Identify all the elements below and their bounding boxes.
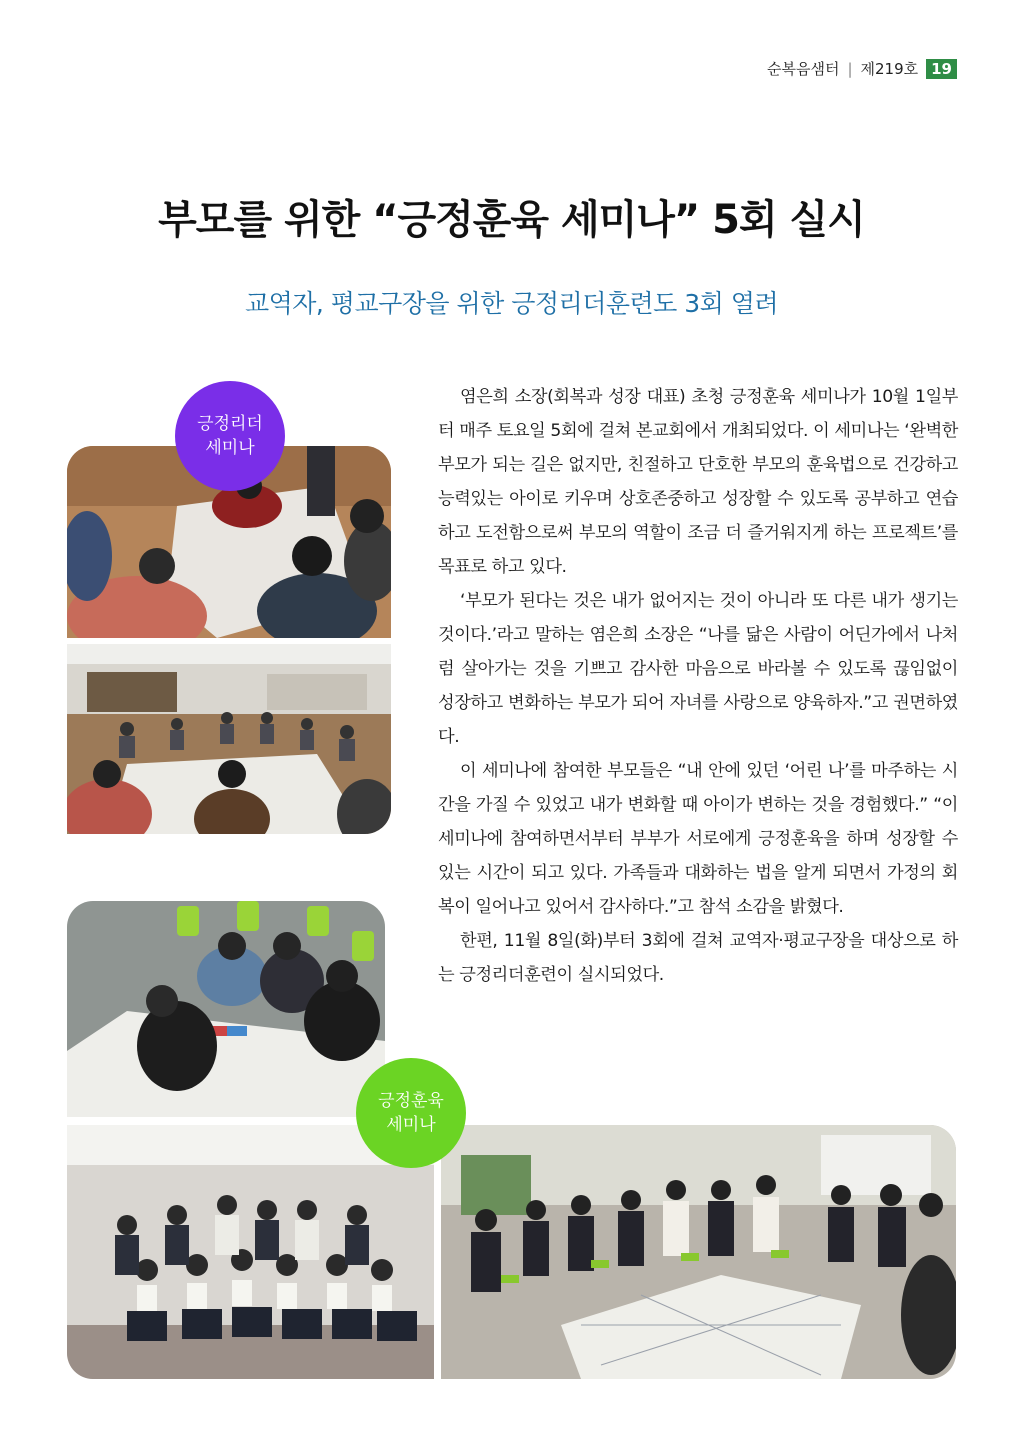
paragraph-4: 한편, 11월 8일(화)부터 3회에 걸쳐 교역자·평교구장을 대상으로 하는 긍정리더훈련이 실시되었다. — [438, 931, 958, 985]
article-body — [438, 380, 958, 992]
issue-number: 제219호 — [860, 60, 919, 78]
article-subtitle: 교역자, 평교구장을 위한 긍정리더훈련도 3회 열려 — [244, 289, 779, 318]
page-number: 19 — [926, 59, 957, 79]
badge-discipline-line1: 긍정훈육 — [378, 1091, 444, 1111]
photo-circle-activity — [441, 1125, 956, 1379]
paragraph-2: ‘부모가 된다는 것은 내가 없어지는 것이 아니라 또 다른 내가 생기는 것이다.’라고 말하는 염은희 소장은 “나를 닮은 사람이 어딘가에서 나처럼 살아가는 것을 기쁘고 감사한 마음으로 바라볼 수 있도록 끊임없이 성장하고 변화하는 부모가 되어 자녀를 사랑으로 양육하자.”고 권면하였다. — [438, 591, 958, 747]
paragraph-1: 염은희 소장(회복과 성장 대표) 초청 긍정훈육 세미나가 10월 1일부터 매주 토요일 5회에 걸쳐 본교회에서 개최되었다. 이 세미나는 ‘완벽한 부모가 되는 길은 없지만, 친절하고 단호한 부모의 훈육법으로 건강하고 능력있는 아이로 키우며 상호존중하고 성장할 수 있도록 공부하고 연습하고 도전함으로써 부모의 역할이 조금 더 즐거워지게 하는 프로젝트’를 목표로 하고 있다. — [438, 387, 958, 577]
paragraph-3: 이 세미나에 참여한 부모들은 “내 안에 있던 ‘어린 나’를 마주하는 시간을 가질 수 있었고 내가 변화할 때 아이가 변하는 것을 경험했다.” “이 세미나에 참여하면서부터 부부가 서로에게 긍정훈육을 하며 성장할 수 있는 시간이 되고 있다. 가족들과 대화하는 법을 알게 되면서 가정의 회복이 일어나고 있어서 감사하다.”고 참석 소감을 밝혔다. — [438, 761, 958, 917]
photo-leader-training — [67, 901, 385, 1117]
badge-discipline-line2: 세미나 — [386, 1115, 436, 1135]
photo-group — [67, 1125, 434, 1379]
photo-seminar-hall — [67, 644, 391, 834]
badge-leader-seminar — [175, 381, 285, 491]
header-separator: | — [847, 59, 853, 78]
article-title: 부모를 위한 “긍정훈육 세미나” 5회 실시 — [158, 197, 865, 243]
magazine-name: 순복음샘터 — [766, 60, 840, 78]
badge-discipline-seminar — [356, 1058, 466, 1168]
badge-leader-line2: 세미나 — [205, 438, 255, 458]
badge-leader-line1: 긍정리더 — [197, 414, 263, 434]
page-header — [767, 58, 957, 79]
